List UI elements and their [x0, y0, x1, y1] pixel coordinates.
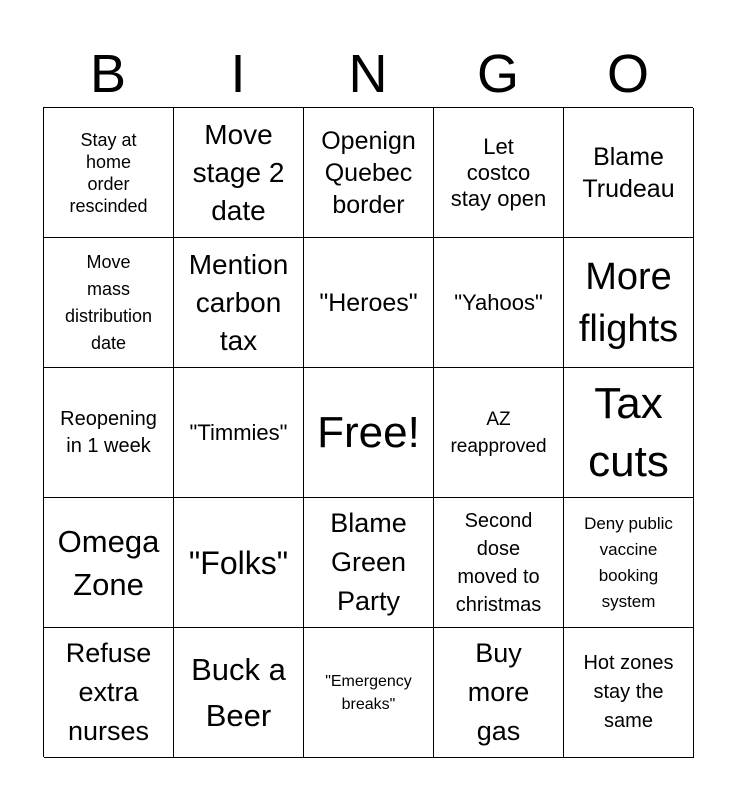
bingo-cell[interactable] [564, 368, 694, 498]
cell-label: AZ reapproved [450, 408, 547, 457]
cell-label: Deny public vaccine booking system [584, 513, 673, 611]
cell-label: Blame Green Party [330, 508, 407, 616]
cell-label: Move mass distribution date [64, 251, 153, 353]
cell-label: More flights [578, 255, 679, 350]
bingo-board [43, 107, 693, 757]
cell-label: Move stage 2 date [192, 118, 285, 226]
cell-label: Buy more gas [467, 638, 530, 746]
bingo-cell[interactable] [564, 108, 694, 238]
bingo-cell[interactable] [564, 498, 694, 628]
header-letter-b: B [89, 44, 127, 104]
cell-label: Tax cuts [588, 378, 669, 486]
cell-label: Let costco stay open [450, 133, 547, 211]
header-letter-o: O [606, 44, 649, 104]
bingo-cell[interactable] [434, 368, 564, 498]
cell-label: Blame Trudeau [582, 142, 675, 203]
cell-label: Reopening in 1 week [60, 407, 157, 457]
bingo-cell[interactable] [174, 628, 304, 758]
free-space: Free! [317, 407, 420, 457]
cell-label: "Heroes" [319, 288, 418, 317]
bingo-cell[interactable] [44, 238, 174, 368]
cell-label: Openign Quebec border [321, 126, 416, 219]
bingo-cell[interactable] [434, 628, 564, 758]
bingo-cell[interactable] [434, 108, 564, 238]
bingo-cell[interactable] [44, 628, 174, 758]
cell-label: "Yahoos" [454, 289, 543, 315]
cell-label: Refuse extra nurses [65, 638, 152, 746]
bingo-cell[interactable] [44, 368, 174, 498]
bingo-cell[interactable] [174, 368, 304, 498]
bingo-cell[interactable] [304, 368, 434, 498]
cell-label: Omega Zone [57, 523, 160, 602]
cell-label: Mention carbon tax [188, 248, 289, 356]
cell-label: Buck a Beer [191, 651, 286, 733]
bingo-cell[interactable] [174, 498, 304, 628]
bingo-cell[interactable] [44, 108, 174, 238]
header-letter-i: I [230, 44, 246, 104]
bingo-cell[interactable] [434, 238, 564, 368]
bingo-cell[interactable] [304, 108, 434, 238]
bingo-cell[interactable] [434, 498, 564, 628]
bingo-cell[interactable] [304, 238, 434, 368]
cell-label: Hot zones stay the same [583, 652, 674, 732]
cell-label: "Emergency breaks" [325, 672, 412, 713]
header-letter-n: N [348, 44, 388, 104]
cell-label: "Timmies" [189, 419, 288, 445]
cell-label: Second dose moved to christmas [455, 509, 542, 616]
bingo-cell[interactable] [44, 498, 174, 628]
bingo-cell[interactable] [564, 238, 694, 368]
header-letter-g: G [476, 44, 519, 104]
bingo-cell[interactable] [174, 108, 304, 238]
cell-label: "Folks" [188, 544, 289, 581]
bingo-cell[interactable] [174, 238, 304, 368]
bingo-cell[interactable] [564, 628, 694, 758]
bingo-cell[interactable] [304, 498, 434, 628]
cell-label: Stay at home order rescinded [69, 129, 148, 216]
bingo-header [43, 40, 693, 108]
bingo-cell[interactable] [304, 628, 434, 758]
